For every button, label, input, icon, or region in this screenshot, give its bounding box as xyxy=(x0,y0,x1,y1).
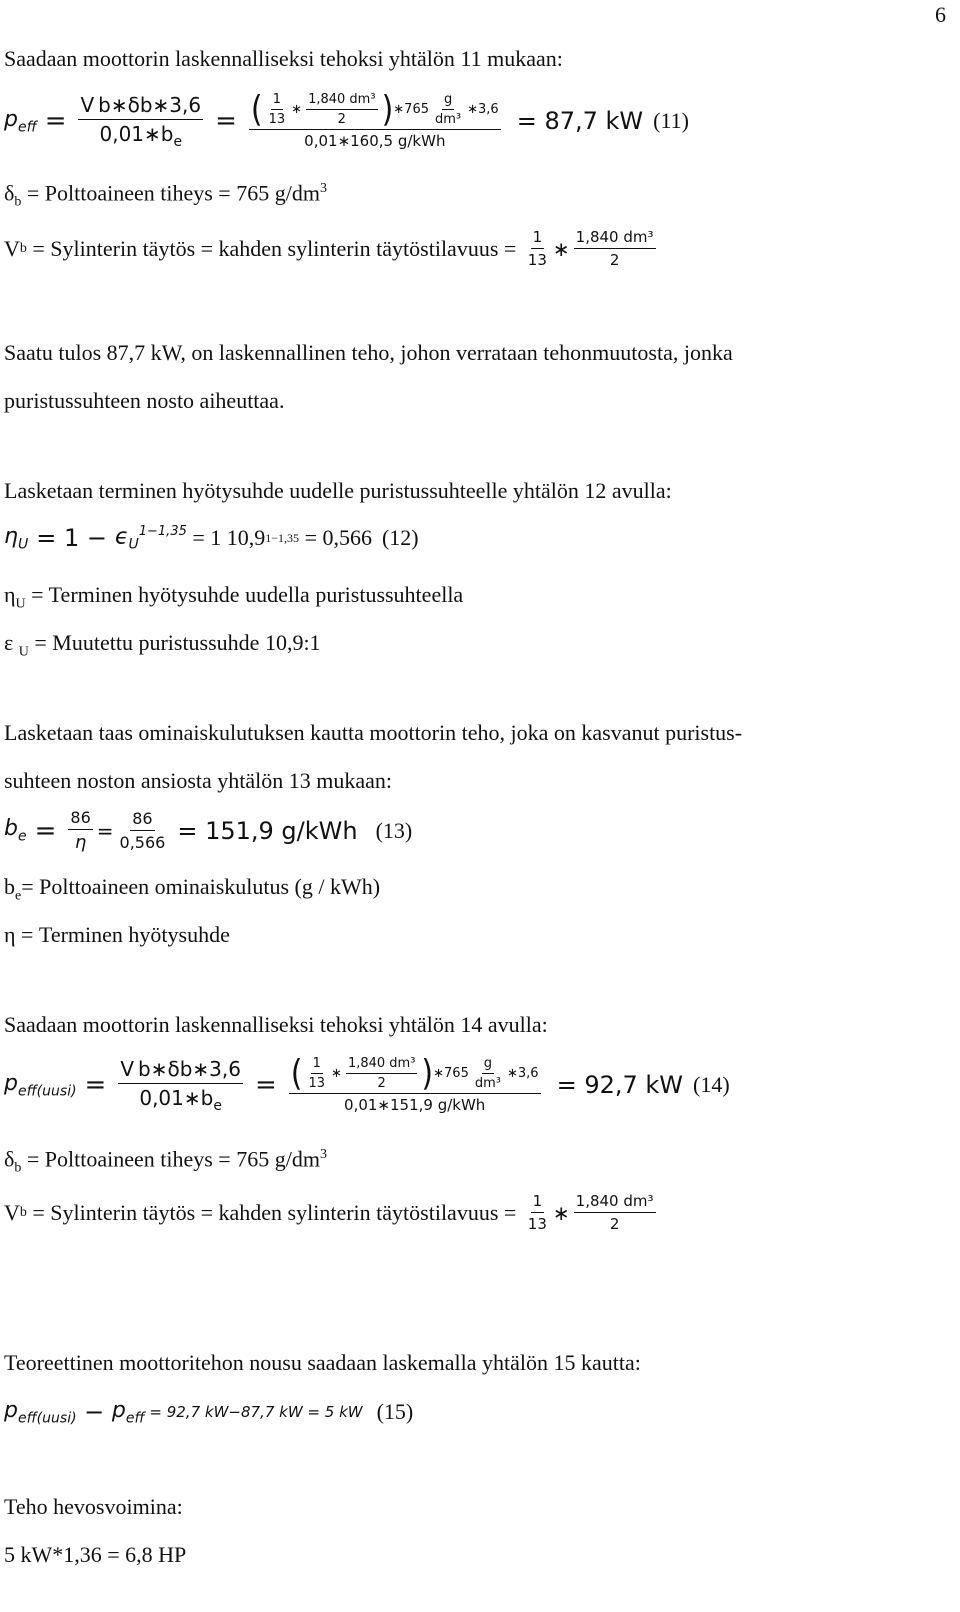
eq11-label: (11) xyxy=(653,108,689,133)
paragraph-horsepower-heading: Teho hevosvoimina: xyxy=(4,1494,183,1519)
def11-density: $\delta_b$ = Polttoaineen tiheys = 765 $g/dm^3$ xyxy=(4,180,327,210)
eq11-lhs: $p_{eff}$ xyxy=(4,106,37,136)
paragraph-horsepower-result: 5 kW*1,36 = 6,8 HP xyxy=(4,1542,187,1567)
paragraph-result-line1: Saatu tulos 87,7 kW, on laskennallinen teho, johon verrataan tehonmuutosta, jonka xyxy=(4,340,733,365)
paragraph-intro-eq15: Teoreettinen moottoritehon nousu saadaan laskemalla yhtälön 15 kautta: xyxy=(4,1350,641,1375)
def14-cylinder-fill: V b = Sylinterin täytös = kahden sylinterin täytöstilavuus = $\frac{1}{13}$ ∗ $\frac{\text{1,840 dm³}}{2}$ xyxy=(4,1192,654,1233)
page-number: 6 xyxy=(935,2,946,27)
equation-14: $p_{eff(uusi)}$ = $\frac{\text{V b∗δb∗3,6}}{0,01∗b_e}$ = ( $\frac{1}{13}$ ∗ $\frac{\text{1,840 dm³}}{2}$ ) ∗765 $\frac{g}{\text{dm³}}$ ∗3,6 0,01∗151,9 g/kWh = 92,7 kW (14) xyxy=(4,1051,730,1114)
eq11-fraction-2: ( $\frac{1}{13}$ ∗ $\frac{\text{1,840 dm³}}{2}$ ) ∗765 $\frac{g}{\text{dm³}}$ ∗3,6 0,01∗160,5 g/kWh xyxy=(250,87,499,150)
def13-eta: η = Terminen hyötysuhde xyxy=(4,922,230,947)
equation-12: $\eta_U$ = 1 − $\epsilon_U^{1-1,35}$ = 1 10,9 1−1,35 = 0,566 (12) xyxy=(4,524,419,553)
paragraph-intro-eq11: Saadaan moottorin laskennalliseksi tehoksi yhtälön 11 mukaan: xyxy=(4,46,563,71)
paragraph-intro-eq14: Saadaan moottorin laskennalliseksi tehoksi yhtälön 14 avulla: xyxy=(4,1012,548,1037)
paragraph-intro-eq13-line1: Lasketaan taas ominaiskulutuksen kautta moottorin teho, joka on kasvanut puristus- xyxy=(4,720,743,745)
paragraph-intro-eq12: Lasketaan terminen hyötysuhde uudelle puristussuhteelle yhtälön 12 avulla: xyxy=(4,478,672,503)
equation-15: $p_{eff(uusi)}$ − $p_{eff}$ = 92,7 kW−87,7 kW = 5 kW (15) xyxy=(4,1398,414,1427)
equation-13: $b_e$ = $\frac{86}{\eta}$ = $\frac{86}{0,566}$ = 151,9 g/kWh (13) xyxy=(4,808,413,853)
def12-eta: $\eta_U$ = Terminen hyötysuhde uudella puristussuhteella xyxy=(4,582,464,612)
def11-cylinder-fill: V b = Sylinterin täytös = kahden sylinterin täytöstilavuus = $\frac{1}{13}$ ∗ $\frac{\text{1,840 dm³}}{2}$ xyxy=(4,228,654,269)
paragraph-intro-eq13-line2: suhteen noston ansiosta yhtälön 13 mukaan: xyxy=(4,768,392,793)
eq11-fraction-1: $\frac{\text{V b∗δb∗3,6}}{0,01∗b_e}$ xyxy=(80,92,202,150)
eq11-result: = 87,7 kW xyxy=(516,107,644,135)
def13-b: $b_e=$ Polttoaineen ominaiskulutus (g / kWh) xyxy=(4,874,381,904)
paragraph-result-line2: puristussuhteen nosto aiheuttaa. xyxy=(4,388,285,413)
def14-density: $\delta_b$ = Polttoaineen tiheys = 765 $g/dm^3$ xyxy=(4,1146,327,1176)
def12-epsilon: ε $_U$ = Muutettu puristussuhde 10,9:1 xyxy=(4,630,321,660)
equation-11: $p_{eff}$ = $\frac{\text{V b∗δb∗3,6}}{0,01∗b_e}$ = ( $\frac{1}{13}$ ∗ $\frac{\text{1,840 dm³}}{2}$ ) ∗765 $\frac{g}{\text{dm³}}$ ∗3,6 0,01∗160,5 g/kWh = 87,7 kW (11) xyxy=(4,87,689,150)
